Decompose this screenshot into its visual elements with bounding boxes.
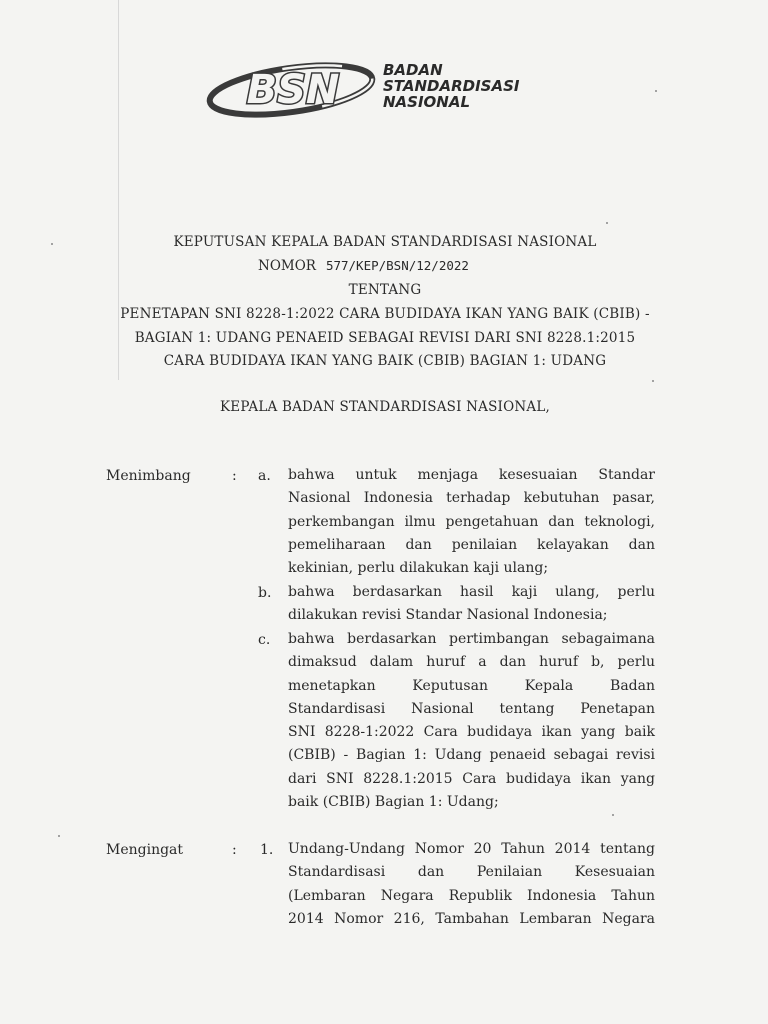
bsn-logo <box>205 58 545 120</box>
decree-number-label: NOMOR <box>258 258 316 274</box>
text-line: (CBIB) - Bagian 1: Udang penaeid sebagai revisi <box>288 747 655 764</box>
scan-speck <box>655 90 657 92</box>
logo-name-line-3: NASIONAL <box>383 93 471 111</box>
menimbang-item-b <box>288 581 655 628</box>
scan-speck <box>58 835 60 837</box>
menimbang-marker-b: b. <box>258 585 272 601</box>
subject-line-2: BAGIAN 1: UDANG PENAEID SEBAGAI REVISI DARI SNI 8228.1:2015 <box>134 330 636 346</box>
text-line: Standardisasi Nasional tentang Penetapan <box>288 700 655 717</box>
menimbang-marker-a: a. <box>258 468 271 484</box>
text-line: baik (CBIB) Bagian 1: Udang; <box>288 794 499 811</box>
text-line: Nasional Indonesia terhadap kebutuhan pasar, <box>288 490 655 507</box>
logo-name-line-2: STANDARDISASI <box>383 77 520 95</box>
scan-speck <box>51 243 53 245</box>
scan-artifact-line <box>118 0 119 380</box>
text-line: menetapkan Keputusan Kepala Badan <box>288 677 655 694</box>
menimbang-label: Menimbang <box>106 468 191 484</box>
menimbang-marker-c: c. <box>258 632 271 648</box>
scan-speck <box>606 222 608 224</box>
text-line: dari SNI 8228.1:2015 Cara budidaya ikan yang <box>288 770 655 787</box>
text-line: perkembangan ilmu pengetahuan dan teknologi, <box>288 513 655 530</box>
menimbang-colon: : <box>232 468 237 484</box>
mengingat-item-1 <box>288 838 655 931</box>
logo-name-line-1: BADAN <box>383 61 443 79</box>
text-line: 2014 Nomor 216, Tambahan Lembaran Negara <box>288 910 655 927</box>
text-line: SNI 8228-1:2022 Cara budidaya ikan yang baik <box>288 724 655 741</box>
bsn-logo-mark <box>205 58 383 120</box>
menimbang-item-a <box>288 464 655 580</box>
text-line: bahwa berdasarkan hasil kaji ulang, perlu <box>288 584 655 600</box>
mengingat-marker-1: 1. <box>260 842 274 858</box>
decree-number-row <box>258 258 469 274</box>
decree-number-value: 577/KEP/BSN/12/2022 <box>325 258 469 273</box>
text-line: (Lembaran Negara Republik Indonesia Tahun <box>288 887 655 904</box>
text-line: dilakukan revisi Standar Nasional Indonesia; <box>288 607 608 624</box>
text-line: bahwa untuk menjaga kesesuaian Standar <box>288 467 655 483</box>
mengingat-label: Mengingat <box>106 842 184 858</box>
text-line: Standardisasi dan Penilaian Kesesuaian <box>288 864 655 881</box>
scan-speck <box>652 380 654 382</box>
mengingat-colon: : <box>232 842 237 858</box>
subject-line-1: PENETAPAN SNI 8228-1:2022 CARA BUDIDAYA IKAN YANG BAIK (CBIB) - <box>120 306 650 322</box>
bsn-logo-letters: BSN <box>246 67 340 113</box>
tentang-heading: TENTANG <box>348 282 422 298</box>
text-line: Undang-Undang Nomor 20 Tahun 2014 tentang <box>288 841 655 857</box>
authority-line: KEPALA BADAN STANDARDISASI NASIONAL, <box>220 399 550 415</box>
text-line: kekinian, perlu dilakukan kaji ulang; <box>288 560 549 577</box>
decree-title: KEPUTUSAN KEPALA BADAN STANDARDISASI NASIONAL <box>173 234 597 250</box>
text-line: pemeliharaan dan penilaian kelayakan dan <box>288 536 655 553</box>
scan-speck <box>612 814 614 816</box>
subject-line-3: CARA BUDIDAYA IKAN YANG BAIK (CBIB) BAGIAN 1: UDANG <box>163 353 607 369</box>
menimbang-item-c <box>288 628 655 814</box>
text-line: dimaksud dalam huruf a dan huruf b, perlu <box>288 654 655 671</box>
text-line: bahwa berdasarkan pertimbangan sebagaimana <box>288 631 655 647</box>
logo-name <box>383 62 519 110</box>
